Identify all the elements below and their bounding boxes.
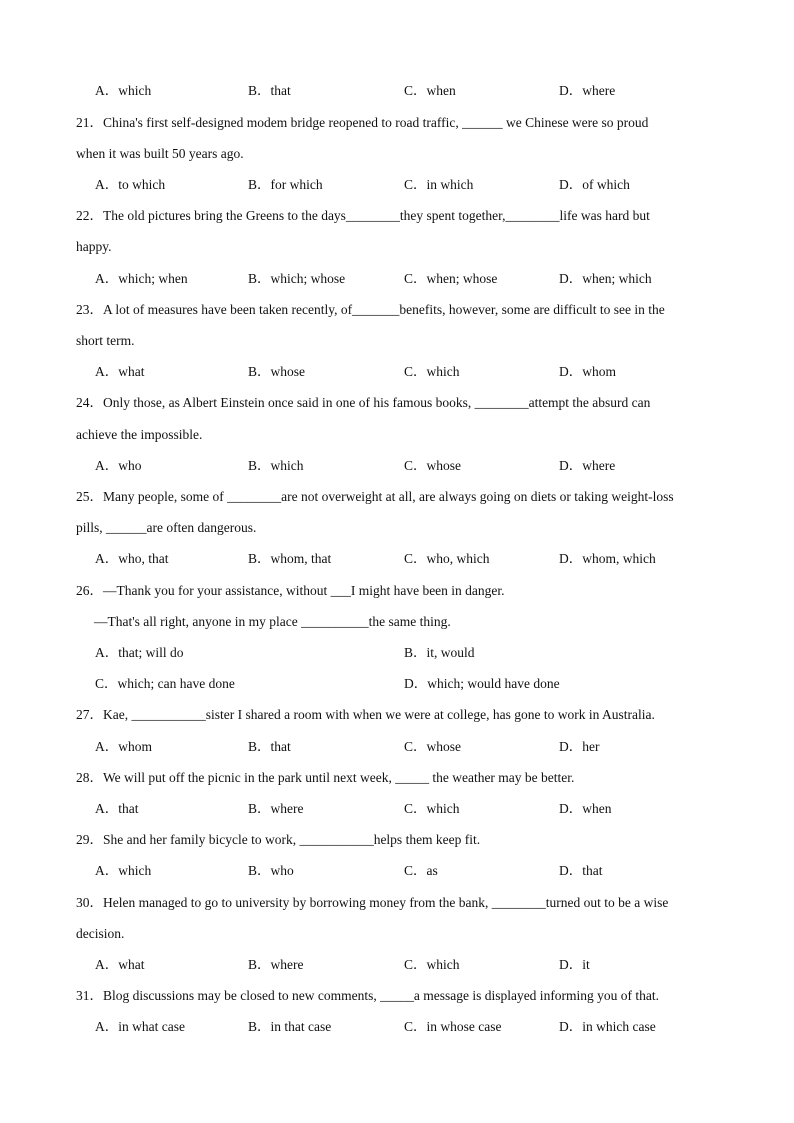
question-text: 24．Only those, as Albert Einstein once said in one of his famous books, ________attempt the absurd can	[76, 395, 651, 410]
option-d: D．that	[559, 863, 603, 878]
option-d: D．whom	[559, 364, 616, 379]
option-d: D．which; would have done	[404, 676, 560, 691]
option-c: C．as	[404, 863, 438, 878]
option-b: B．that	[248, 83, 291, 98]
option-a: A．who	[95, 458, 142, 473]
option-d: D．it	[559, 957, 590, 972]
option-b: B．in that case	[248, 1019, 332, 1034]
question-text-cont: when it was built 50 years ago.	[76, 146, 244, 161]
option-c: C．which	[404, 957, 460, 972]
question-text: 31．Blog discussions may be closed to new comments, _____a message is displayed informing you of that.	[76, 988, 660, 1003]
option-a: A．that	[95, 801, 139, 816]
question-text-cont: decision.	[76, 926, 125, 941]
option-a: A．to which	[95, 177, 166, 192]
option-c: C．in which	[404, 177, 474, 192]
option-c: C．who, which	[404, 551, 490, 566]
question-text: 26．—Thank you for your assistance, without ___I might have been in danger.	[76, 583, 505, 598]
option-b: B．where	[248, 801, 304, 816]
option-a: A．who, that	[95, 551, 169, 566]
question-text-cont: pills, ______are often dangerous.	[76, 520, 257, 535]
question-text-cont: achieve the impossible.	[76, 427, 203, 442]
question-text: 29．She and her family bicycle to work, ___________helps them keep fit.	[76, 832, 481, 847]
option-b: B．which	[248, 458, 304, 473]
option-b: B．that	[248, 739, 291, 754]
option-a: A．which; when	[95, 271, 188, 286]
option-a: A．what	[95, 957, 145, 972]
option-d: D．in which case	[559, 1019, 656, 1034]
option-d: D．when	[559, 801, 612, 816]
option-d: D．her	[559, 739, 600, 754]
option-b: B．which; whose	[248, 271, 346, 286]
question-text-cont: happy.	[76, 239, 112, 254]
question-text-cont: —That's all right, anyone in my place __________the same thing.	[94, 614, 451, 629]
option-a: A．whom	[95, 739, 152, 754]
option-a: A．which	[95, 863, 152, 878]
option-c: C．whose	[404, 458, 461, 473]
option-c: C．which	[404, 364, 460, 379]
question-text-cont: short term.	[76, 333, 135, 348]
question-text: 25．Many people, some of ________are not overweight at all, are always going on diets or taking weight-loss	[76, 489, 674, 504]
question-text: 30．Helen managed to go to university by borrowing money from the bank, ________turned out to be a wise	[76, 895, 669, 910]
option-d: D．of which	[559, 177, 630, 192]
option-d: D．where	[559, 83, 616, 98]
option-a: A．what	[95, 364, 145, 379]
option-a: A．that; will do	[95, 645, 184, 660]
option-c: C．when	[404, 83, 456, 98]
option-b: B．where	[248, 957, 304, 972]
option-a: A．which	[95, 83, 152, 98]
option-b: B．who	[248, 863, 294, 878]
question-text: 21．China's first self-designed modem bridge reopened to road traffic, ______ we Chinese were so proud	[76, 115, 649, 130]
question-text: 27．Kae, ___________sister I shared a room with when we were at college, has gone to work in Australia.	[76, 707, 655, 722]
option-c: C．whose	[404, 739, 461, 754]
question-text: 28．We will put off the picnic in the park until next week, _____ the weather may be better.	[76, 770, 575, 785]
option-d: D．whom, which	[559, 551, 656, 566]
option-c: C．in whose case	[404, 1019, 502, 1034]
option-a: A．in what case	[95, 1019, 185, 1034]
option-b: B．whose	[248, 364, 305, 379]
option-c: C．which	[404, 801, 460, 816]
option-d: D．when; which	[559, 271, 652, 286]
option-c: C．when; whose	[404, 271, 498, 286]
option-b: B．it, would	[404, 645, 475, 660]
option-c: C．which; can have done	[95, 676, 235, 691]
question-text: 23．A lot of measures have been taken recently, of_______benefits, however, some are difficult to see in the	[76, 302, 665, 317]
option-d: D．where	[559, 458, 616, 473]
option-b: B．for which	[248, 177, 323, 192]
question-text: 22．The old pictures bring the Greens to the days________they spent together,________life was hard but	[76, 208, 650, 223]
option-b: B．whom, that	[248, 551, 332, 566]
